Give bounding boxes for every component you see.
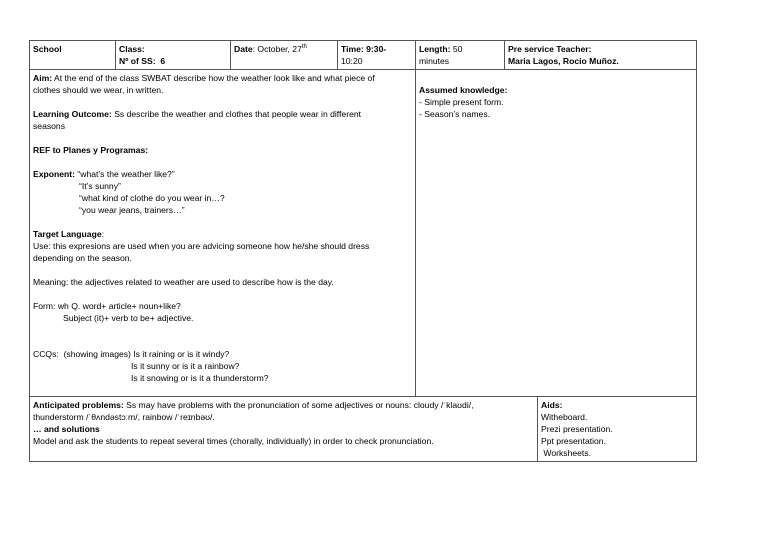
ccq-2: Is it sunny or is it a rainbow?: [131, 361, 240, 371]
aids-cell: [538, 397, 697, 462]
date-suffix: th: [301, 44, 307, 51]
meaning-text: Meaning: the adjectives related to weather are used to describe how is the day.: [33, 277, 334, 287]
exponent-1: “what’s the weather like?”: [77, 169, 175, 179]
outcome-text-2: seasons: [33, 121, 66, 131]
knowledge-1: - Simple present form.: [419, 97, 504, 107]
teacher-cell: [505, 41, 697, 70]
school-cell: [30, 41, 116, 70]
aids-label: Aids:: [541, 400, 563, 410]
aid-item: Prezi presentation.: [541, 424, 613, 434]
solutions-text: Model and ask the students to repeat several times (chorally, individually) in order to check pronunciation.: [33, 436, 434, 446]
aim-text-1: At the end of the class SWBAT describe how the weather look like and what piece of: [54, 73, 375, 83]
school-label: School: [33, 44, 62, 54]
outcome-label: Learning Outcome:: [33, 109, 112, 119]
use-1: Use: this expresions are used when you are advicing someone how he/she should dress: [33, 241, 370, 251]
problems-line-1: [33, 399, 534, 411]
time-cell: [338, 41, 416, 70]
class-label: Class:: [119, 44, 145, 54]
ss-count: [119, 55, 227, 67]
aim-line-1: [33, 72, 412, 84]
aid-item: Worksheets.: [541, 448, 591, 458]
ss-label: Nº of SS:: [119, 56, 156, 66]
outcome-text-1: Ss describe the weather and clothes that people wear in different: [114, 109, 362, 119]
teacher-names: Maria Lagos, Rocio Muñoz.: [508, 56, 619, 66]
lesson-plan-table: [29, 40, 697, 462]
ccq-label: CCQs:: [33, 349, 59, 359]
outcome-line-1: [33, 108, 412, 120]
header-row: [30, 41, 697, 70]
form-2: Subject (it)+ verb to be+ adjective.: [63, 313, 194, 323]
ccq-3: Is it snowing or is it a thunderstorm?: [131, 373, 269, 383]
length-unit: minutes: [419, 56, 450, 66]
main-row: [30, 70, 697, 397]
knowledge-2: - Season’s names.: [419, 109, 491, 119]
form-1: Form: wh Q. word+ article+ noun+like?: [33, 301, 181, 311]
aim-label: Aim:: [33, 73, 53, 83]
class-cell: [116, 41, 231, 70]
exponent-3: “what kind of clothe do you wear in…?: [79, 193, 225, 203]
exponent-2: “It’s sunny”: [79, 181, 121, 191]
problems-2: thunderstorm /ˈθʌndəstɔːm/, rainbow /ˈreɪnbəʊ/.: [33, 412, 215, 422]
knowledge-cell: [416, 70, 697, 397]
target-heading: [33, 228, 412, 240]
aim-text-2: clothes should we wear, in written.: [33, 85, 164, 95]
solutions-label: … and solutions: [33, 424, 100, 434]
problems-cell: [30, 397, 538, 462]
target-colon: :: [101, 229, 104, 239]
target-label: Target Language: [33, 229, 102, 239]
time-value: 10:20: [341, 56, 363, 66]
aid-item: Witheboard.: [541, 412, 588, 422]
date-cell: [231, 41, 338, 70]
time-label: Time: 9:30-: [341, 44, 387, 54]
ccq-1: (showing images) Is it raining or is it windy?: [63, 349, 230, 359]
problems-label: Anticipated problems:: [33, 400, 124, 410]
ccq-line-1: [33, 348, 412, 360]
bottom-row: [30, 397, 697, 462]
exponent-4: “you wear jeans, trainers…”: [79, 205, 185, 215]
length-label: Length:: [419, 44, 451, 54]
problems-1: Ss may have problems with the pronunciation of some adjectives or nouns: cloudy /ˈklaʊdi/,: [126, 400, 474, 410]
aid-item: Ppt presentation.: [541, 436, 606, 446]
date-label: Date: [234, 44, 253, 54]
exponent-label: Exponent:: [33, 169, 76, 179]
date-value: : October, 27: [252, 44, 302, 54]
knowledge-label: Assumed knowledge:: [419, 85, 508, 95]
length-cell: [416, 41, 505, 70]
ref-label: REF to Planes y Programas:: [33, 145, 149, 155]
exponent-line-1: [33, 168, 412, 180]
ss-value: 6: [160, 56, 166, 66]
teacher-label: Pre service Teacher:: [508, 44, 592, 54]
main-content-cell: [30, 70, 416, 397]
length-value: 50: [452, 44, 463, 54]
use-2: depending on the season.: [33, 253, 132, 263]
